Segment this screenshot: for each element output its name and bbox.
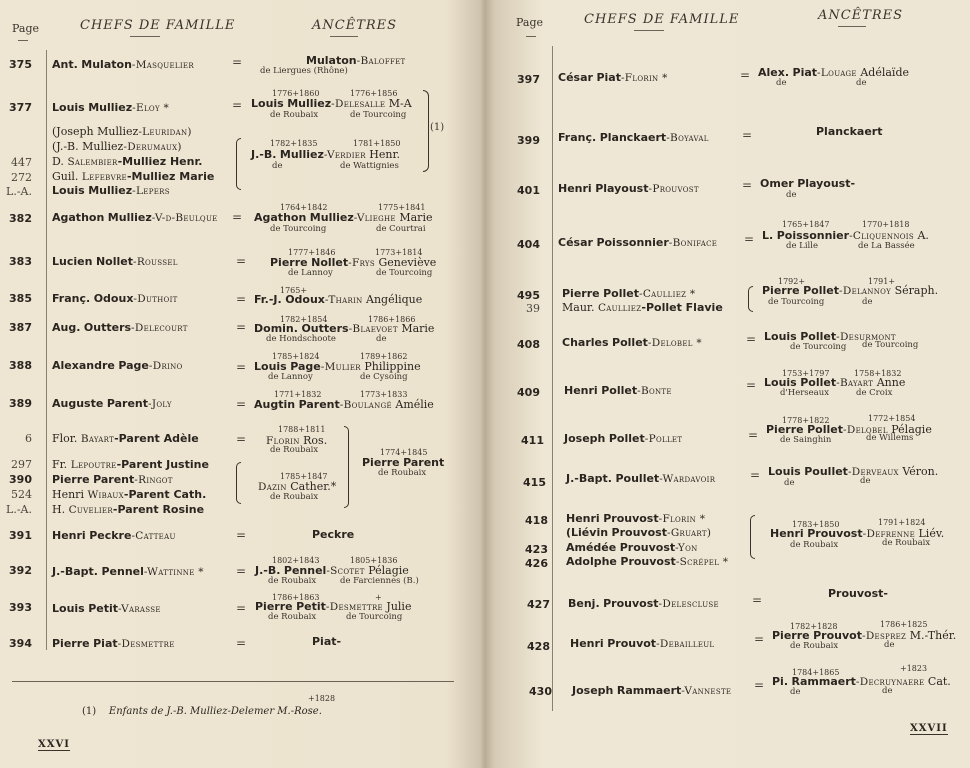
entry-chef: Amédée Prouvost-Yon — [566, 541, 698, 554]
birth-death-dates: 1765+ — [280, 286, 308, 295]
birth-death-dates: 1791+ — [868, 277, 896, 286]
footnote-date: +1828 — [308, 694, 336, 703]
birth-death-dates: 1785+1847 — [280, 472, 328, 481]
entry-page-number: 382 — [9, 212, 32, 225]
birth-death-dates: 1802+1843 — [272, 556, 320, 565]
entry-ancestor: Louis Pollet-Desurmont — [764, 330, 896, 343]
entry-page-number: 447 — [11, 156, 32, 169]
entry-chef: Joseph Rammaert-Vanneste — [572, 684, 732, 697]
birth-death-dates: 1789+1862 — [360, 352, 408, 361]
ancestor-places: de Croix — [856, 388, 893, 398]
equals-sign: = — [752, 593, 763, 607]
ancestor-places: de — [376, 334, 387, 344]
entry-chef: Alexandre Page-Drino — [52, 359, 183, 372]
entry-chef: Charles Pollet-Delobel * — [562, 336, 702, 349]
ancestor-places: de Roubaix — [270, 445, 319, 455]
ancestor-places: de — [862, 297, 873, 307]
entry-page-number: 390 — [9, 473, 32, 486]
ancestor-places: de — [860, 476, 871, 486]
entry-page-number: 389 — [9, 397, 32, 410]
ancestor-places: de Roubaix — [882, 538, 931, 548]
entry-ancestor: Pierre Petit-Desmettre Julie — [255, 600, 412, 613]
ancestor-places: de — [784, 478, 795, 488]
entry-chef: Henri Prouvost-Florin * — [566, 512, 706, 525]
equals-sign: = — [750, 468, 761, 482]
entry-page-number: 495 — [517, 289, 540, 302]
entry-ancestor: Florin Ros. — [266, 434, 328, 447]
ancestor-places: de Tourcoing — [270, 224, 327, 234]
ancestor-places: de Roubaix — [378, 468, 427, 478]
ancestor-places: de Roubaix — [790, 540, 839, 550]
entry-chef: Pierre Parent-Ringot — [52, 473, 173, 486]
ancestor-places: de Liergues (Rhône) — [260, 66, 348, 76]
entry-ancestor: Domin. Outters-Blaevoet Marie — [254, 322, 435, 335]
ancetres-column-header: ANCÊTRES — [312, 18, 398, 33]
equals-sign: = — [754, 678, 765, 692]
equals-sign: = — [236, 320, 247, 334]
entry-ancestor: Pierre Pollet-Delannoy Séraph. — [762, 284, 939, 297]
entry-chef: Guil. Lefebvre-Mulliez Marie — [52, 170, 215, 183]
equals-sign: = — [746, 332, 757, 346]
ancestor-places: de Lannoy — [268, 372, 313, 382]
entry-chef: Franç. Planckaert-Boyaval — [558, 131, 709, 144]
equals-sign: = — [236, 254, 247, 268]
birth-death-dates: 1788+1811 — [278, 425, 326, 434]
entry-chef: Agathon Mulliez-V-d-Beulque — [52, 211, 218, 224]
birth-death-dates: 1778+1822 — [782, 416, 830, 425]
entry-ancestor: Henri Prouvost-Defrenne Liév. — [770, 527, 945, 540]
grouping-bracket — [423, 90, 429, 172]
grouping-bracket — [236, 138, 241, 190]
entry-ancestor: Prouvost- — [828, 587, 888, 600]
ancestor-places: de — [272, 161, 283, 171]
birth-death-dates: + — [375, 593, 382, 602]
ancestor-places: de Willems — [866, 433, 914, 443]
entry-page-number: 427 — [527, 598, 550, 611]
entry-ancestor: Planckaert — [816, 125, 883, 138]
entry-page-number: 377 — [9, 101, 32, 114]
ancestor-places: de Roubaix — [790, 641, 839, 651]
birth-death-dates: 1791+1824 — [878, 518, 926, 527]
ancestor-places: de — [786, 190, 797, 200]
entry-ancestor: Pi. Rammaert-Decruynaere Cat. — [772, 675, 951, 688]
birth-death-dates: 1792+ — [778, 277, 806, 286]
ancestor-places: de — [790, 687, 801, 697]
birth-death-dates: 1784+1865 — [792, 668, 840, 677]
ancestor-places: de La Bassée — [858, 241, 915, 251]
header-rule — [130, 36, 160, 37]
birth-death-dates: 1786+1866 — [368, 315, 416, 324]
entry-ancestor: Alex. Piat-Louage Adélaïde — [758, 66, 909, 79]
equals-sign: = — [236, 360, 247, 374]
entry-page-number: 385 — [9, 292, 32, 305]
ancestor-places: d'Herseaux — [780, 388, 830, 398]
equals-sign: = — [744, 232, 755, 246]
entry-ancestor: Pierre Prouvot-Desprez M.-Thér. — [772, 629, 957, 642]
ancestor-places: de Roubaix — [270, 492, 319, 502]
birth-death-dates: 1782+1854 — [280, 315, 328, 324]
entry-ancestor: Mulaton-Baloffet — [306, 54, 406, 67]
entry-chef: D. Salembier-Mulliez Henr. — [52, 155, 203, 168]
ancetres-column-header: ANCÊTRES — [818, 8, 904, 23]
equals-sign: = — [236, 528, 247, 542]
ancestor-places: de Wattignies — [340, 161, 399, 171]
equals-sign: = — [236, 601, 247, 615]
ancestor-places: de Roubaix — [270, 110, 319, 120]
entry-ancestor: Piat- — [312, 635, 342, 648]
entry-page-number: 404 — [517, 238, 540, 251]
folio: XXVI — [38, 739, 70, 750]
entry-page-number: 397 — [517, 73, 540, 86]
footnote-rule — [12, 681, 454, 682]
entry-page-number: 387 — [9, 321, 32, 334]
right-page — [486, 0, 970, 768]
entry-chef: Fr. Lepoutre-Parent Justine — [52, 458, 209, 471]
entry-ancestor: Louis Poullet-Derveaux Véron. — [768, 465, 939, 478]
entry-page-number: 401 — [517, 184, 540, 197]
entry-chef: H. Cuvelier-Parent Rosine — [52, 503, 205, 516]
entry-chef: Henri Prouvot-Debailleul — [570, 637, 715, 650]
entry-chef: Henri Wibaux-Parent Cath. — [52, 488, 207, 501]
entry-chef: Pierre Piat-Desmettre — [52, 637, 175, 650]
ancestor-places: de Roubaix — [268, 576, 317, 586]
ancestor-places: de Tourcoing — [346, 612, 403, 622]
birth-death-dates: 1805+1836 — [350, 556, 398, 565]
entry-chef: (Liévin Prouvost-Gruart) — [566, 526, 712, 539]
entry-chef: Lucien Nollet-Roussel — [52, 255, 178, 268]
grouping-bracket — [236, 462, 241, 504]
entry-chef: Auguste Parent-Joly — [52, 397, 172, 410]
header-rule — [634, 30, 664, 31]
birth-death-dates: 1785+1824 — [272, 352, 320, 361]
entry-page-number: 391 — [9, 529, 32, 542]
birth-death-dates: 1786+1825 — [880, 620, 928, 629]
equals-sign: = — [742, 178, 753, 192]
birth-death-dates: 1783+1850 — [792, 520, 840, 529]
entry-chef: J.-Bapt. Pennel-Wattinne * — [52, 565, 204, 578]
grouping-bracket — [748, 286, 753, 312]
entry-ancestor: Omer Playoust- — [760, 177, 856, 190]
entry-chef: Benj. Prouvost-Delescluse — [568, 597, 719, 610]
entry-page-number: 383 — [9, 255, 32, 268]
entry-page-number: 39 — [526, 302, 540, 315]
column-rule — [552, 46, 553, 711]
entry-chef: Franç. Odoux-Duthoit — [52, 292, 178, 305]
birth-death-dates: 1770+1818 — [862, 220, 910, 229]
entry-page-number: 524 — [11, 488, 32, 501]
entry-ancestor: Pierre Parent — [362, 456, 445, 469]
ancestor-places: de Sainghin — [780, 435, 832, 445]
grouping-bracket — [344, 426, 349, 508]
ancestor-places: de Tourcoing — [790, 342, 847, 352]
birth-death-dates: 1776+1860 — [272, 89, 320, 98]
entry-ancestor: Fr.-J. Odoux-Tharin Angélique — [254, 293, 423, 306]
entry-page-number: 375 — [9, 58, 32, 71]
ancestor-places: de Tourcoing — [350, 110, 407, 120]
folio: XXVII — [910, 723, 948, 734]
birth-death-dates: 1782+1835 — [270, 139, 318, 148]
equals-sign: = — [236, 636, 247, 650]
birth-death-dates: 1771+1832 — [274, 390, 322, 399]
birth-death-dates: 1773+1814 — [375, 248, 423, 257]
birth-death-dates: 1772+1854 — [868, 414, 916, 423]
equals-sign: = — [748, 428, 759, 442]
ancestor-places: de Tourcoing — [862, 340, 919, 350]
page-column-header: Page — [516, 16, 544, 29]
equals-sign: = — [742, 128, 753, 142]
ancestor-places: de Tourcoing — [768, 297, 825, 307]
entry-page-number: 426 — [525, 557, 548, 570]
birth-death-dates: 1773+1833 — [360, 390, 408, 399]
birth-death-dates: 1786+1863 — [272, 593, 320, 602]
equals-sign: = — [232, 55, 243, 69]
entry-ancestor: L. Poissonnier-Cliquennois A. — [762, 229, 929, 242]
ancestor-places: de Courtrai — [376, 224, 426, 234]
entry-page-number: L.-A. — [6, 185, 32, 198]
equals-sign: = — [236, 397, 247, 411]
entry-chef: Joseph Pollet-Pollet — [564, 432, 683, 445]
entry-ancestor: Agathon Mulliez-Vlieghe Marie — [254, 211, 433, 224]
entry-page-number: 408 — [517, 338, 540, 351]
entry-ancestor: Louis Pollet-Bayart Anne — [764, 376, 906, 389]
chefs-column-header: CHEFS DE FAMILLE — [584, 12, 740, 27]
birth-death-dates: 1758+1832 — [854, 369, 902, 378]
entry-ancestor: Augtin Parent-Boulangé Amélie — [254, 398, 434, 411]
header-rule — [18, 40, 28, 41]
entry-page-number: 392 — [9, 564, 32, 577]
birth-death-dates: 1781+1850 — [353, 139, 401, 148]
footnote: (1) Enfants de J.-B. Mulliez-Delemer M.-Rose. — [82, 706, 322, 717]
chefs-column-header: CHEFS DE FAMILLE — [80, 18, 236, 33]
entry-page-number: 409 — [517, 386, 540, 399]
entry-chef: (Joseph Mulliez-Leuridan) — [52, 125, 192, 138]
entry-chef: Henri Peckre-Catteau — [52, 529, 176, 542]
ancestor-places: de Farciennes (B.) — [340, 576, 419, 586]
entry-page-number: 393 — [9, 601, 32, 614]
ancestor-places: de — [884, 640, 895, 650]
entry-chef: (J.-B. Mulliez-Derumaux) — [52, 140, 182, 153]
equals-sign: = — [236, 292, 247, 306]
entry-ancestor: J.-B. Pennel-Scotet Pélagie — [255, 564, 409, 577]
entry-ancestor: J.-B. Mulliez-Verdier Henr. — [251, 148, 400, 161]
birth-death-dates: 1777+1846 — [288, 248, 336, 257]
ancestor-places: de Cysoing — [360, 372, 408, 382]
ancestor-places: de Hondschoote — [266, 334, 336, 344]
entry-chef: Flor. Bayart-Parent Adèle — [52, 432, 199, 445]
entry-page-number: 272 — [11, 171, 32, 184]
equals-sign: = — [232, 210, 243, 224]
entry-page-number: 297 — [11, 458, 32, 471]
entry-ancestor: Louis Mulliez-Delesalle M-A — [251, 97, 412, 110]
entry-chef: Ant. Mulaton-Masquelier — [52, 58, 194, 71]
birth-death-dates: 1764+1842 — [280, 203, 328, 212]
birth-death-dates: 1753+1797 — [782, 369, 830, 378]
equals-sign: = — [746, 378, 757, 392]
entry-chef: Aug. Outters-Delecourt — [52, 321, 188, 334]
equals-sign: = — [754, 632, 765, 646]
entry-chef: César Piat-Florin * — [558, 71, 668, 84]
entry-page-number: 418 — [525, 514, 548, 527]
entry-page-number: 411 — [521, 434, 544, 447]
ancestor-places: de — [856, 78, 867, 88]
header-rule — [330, 36, 358, 37]
equals-sign: = — [236, 432, 247, 446]
entry-page-number: 388 — [9, 359, 32, 372]
entry-ancestor: Pierre Nollet-Frys Geneviève — [270, 256, 437, 269]
entry-ancestor: Peckre — [312, 528, 355, 541]
entry-ancestor: Dazin Cather.* — [258, 480, 337, 493]
birth-death-dates: 1782+1828 — [790, 622, 838, 631]
birth-death-dates: 1776+1856 — [350, 89, 398, 98]
footnote-marker: (1) — [430, 122, 445, 133]
left-page — [0, 0, 484, 768]
grouping-bracket — [750, 515, 755, 559]
entry-chef: César Poissonnier-Boniface — [558, 236, 718, 249]
entry-chef: Louis Mulliez-Lepers — [52, 184, 170, 197]
entry-page-number: 394 — [9, 637, 32, 650]
entry-chef: Pierre Pollet-Caulliez * — [562, 287, 696, 300]
birth-death-dates: +1823 — [900, 664, 928, 673]
entry-ancestor: Louis Page-Mulier Philippine — [254, 360, 421, 373]
equals-sign: = — [236, 564, 247, 578]
entry-page-number: 423 — [525, 543, 548, 556]
entry-page-number: 6 — [25, 432, 32, 445]
page-column-header: Page — [12, 22, 40, 35]
entry-page-number: L.-A. — [6, 503, 32, 516]
entry-chef: Henri Pollet-Bonte — [564, 384, 672, 397]
ancestor-places: de Roubaix — [268, 612, 317, 622]
entry-chef: Louis Petit-Varasse — [52, 602, 161, 615]
entry-chef: J.-Bapt. Poullet-Wardavoir — [566, 472, 716, 485]
entry-chef: Louis Mulliez-Eloy * — [52, 101, 170, 114]
ancestor-places: de Tourcoing — [376, 268, 433, 278]
ancestor-places: de Lille — [786, 241, 819, 251]
ancestor-places: de — [776, 78, 787, 88]
entry-page-number: 415 — [523, 476, 546, 489]
equals-sign: = — [232, 98, 243, 112]
entry-chef: Henri Playoust-Prouvost — [558, 182, 699, 195]
ancestor-places: de Lannoy — [288, 268, 333, 278]
entry-ancestor: Pierre Pollet-Delobel Pélagie — [766, 423, 932, 436]
entry-page-number: 399 — [517, 134, 540, 147]
entry-chef: Maur. Caulliez-Pollet Flavie — [562, 301, 723, 314]
birth-death-dates: 1774+1845 — [380, 448, 428, 457]
equals-sign: = — [740, 68, 751, 82]
ancestor-places: de — [882, 686, 893, 696]
entry-page-number: 428 — [527, 640, 550, 653]
birth-death-dates: 1775+1841 — [378, 203, 426, 212]
column-rule — [46, 50, 47, 650]
header-rule — [838, 26, 866, 27]
header-rule — [526, 36, 536, 37]
birth-death-dates: 1765+1847 — [782, 220, 830, 229]
entry-chef: Adolphe Prouvost-Scrépel * — [566, 555, 729, 568]
entry-page-number: 430 — [529, 685, 552, 698]
